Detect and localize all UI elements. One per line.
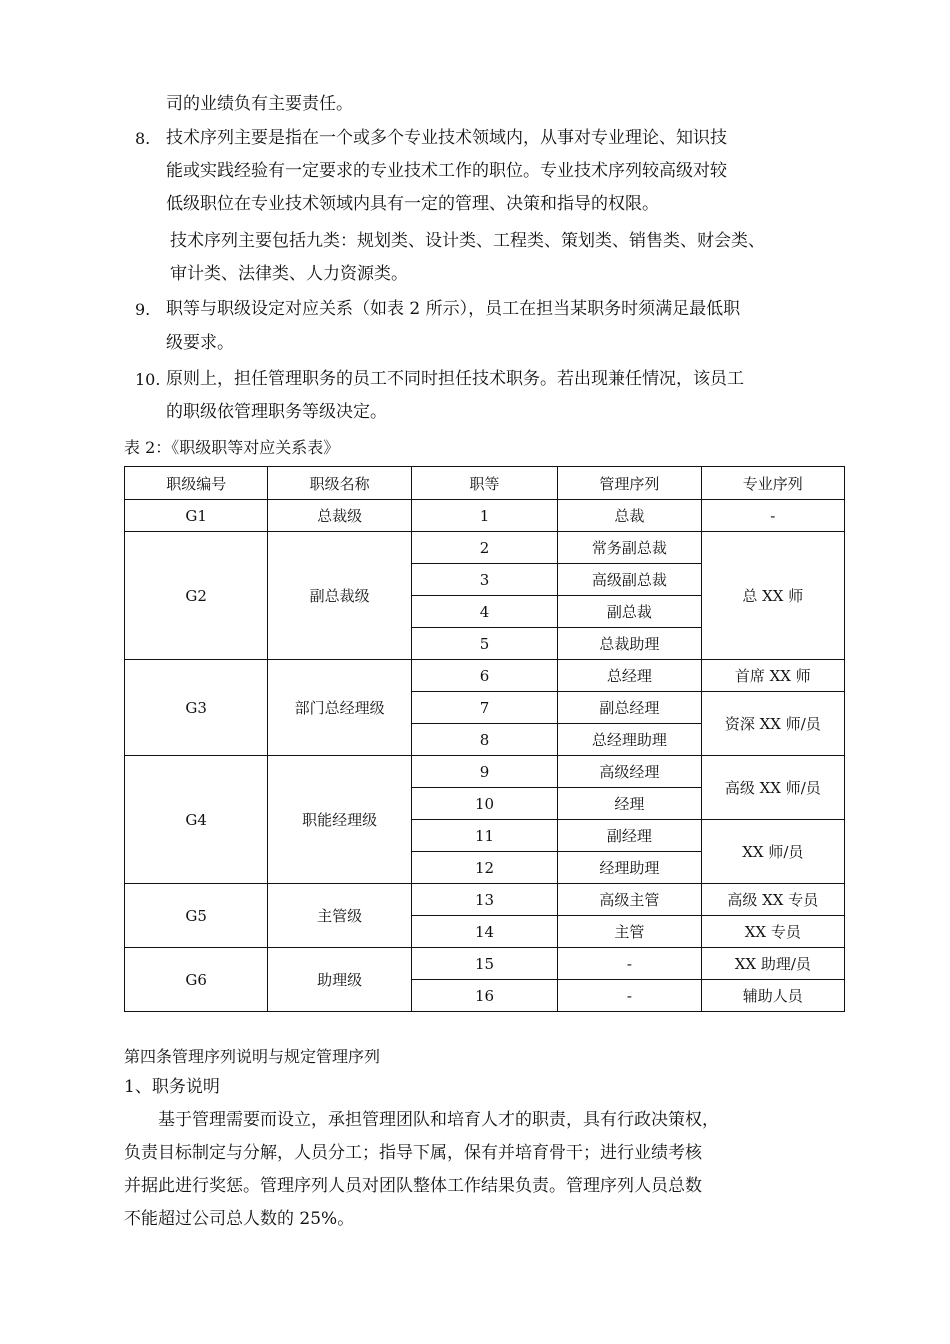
professional-cell: 资深 XX 师/员 [701,692,844,756]
professional-cell: 高级 XX 师/员 [701,756,844,820]
management-cell: 副经理 [558,820,701,852]
section4-line2: 负责目标制定与分解，人员分工；指导下属，保有并培育骨干；进行业绩考核 [124,1143,702,1163]
management-cell: 高级主管 [558,884,701,916]
item8-line1: 技术序列主要是指在一个或多个专业技术领域内，从事对专业理论、知识技 [166,128,727,148]
grade-name: 总裁级 [268,500,411,532]
list-number-9: 9. [135,300,151,319]
grade-name: 副总裁级 [268,532,411,660]
table-row [125,532,845,564]
header-rank: 职等 [411,467,557,500]
header-grade-name: 职级名称 [268,467,411,500]
grade-code: G1 [125,500,268,532]
header-management-track: 管理序列 [558,467,701,500]
rank-cell: 4 [411,596,557,628]
rank-cell: 3 [411,564,557,596]
item9-line2: 级要求。 [166,333,234,353]
list-number-8: 8. [135,129,151,148]
item8-line5: 审计类、法律类、人力资源类。 [170,264,408,284]
management-cell: - [558,980,701,1012]
rank-cell: 2 [411,532,557,564]
section4-line3: 并据此进行奖惩。管理序列人员对团队整体工作结果负责。管理序列人员总数 [124,1176,702,1196]
rank-cell: 16 [411,980,557,1012]
section4-line1: 基于管理需要而设立，承担管理团队和培育人才的职责，具有行政决策权， [158,1110,719,1130]
management-cell: - [558,948,701,980]
grade-code: G3 [125,660,268,756]
item8-line2: 能或实践经验有一定要求的专业技术工作的职位。专业技术序列较高级对较 [166,161,727,181]
header-professional-track: 专业序列 [701,467,844,500]
management-cell: 副总经理 [558,692,701,724]
table-row [125,884,845,916]
sub-heading: 1、职务说明 [124,1077,220,1097]
table-row [125,500,845,532]
table-row [125,948,845,980]
rank-cell: 1 [411,500,557,532]
management-cell: 高级副总裁 [558,564,701,596]
management-cell: 经理助理 [558,852,701,884]
item10-line1: 原则上，担任管理职务的员工不同时担任技术职务。若出现兼任情况，该员工 [166,369,744,389]
table-header-row [125,467,845,500]
rank-cell: 6 [411,660,557,692]
rank-cell: 15 [411,948,557,980]
item10-line2: 的职级依管理职务等级决定。 [166,402,387,422]
professional-cell: 辅助人员 [701,980,844,1012]
management-cell: 总裁助理 [558,628,701,660]
section4-line4: 不能超过公司总人数的 25%。 [124,1209,355,1229]
rank-cell: 14 [411,916,557,948]
management-cell: 常务副总裁 [558,532,701,564]
rank-cell: 8 [411,724,557,756]
rank-cell: 10 [411,788,557,820]
table-row [125,660,845,692]
management-cell: 总经理 [558,660,701,692]
rank-cell: 13 [411,884,557,916]
table-caption: 表 2：《职级职等对应关系表》 [124,438,340,457]
professional-cell: 首席 XX 师 [701,660,844,692]
grade-code: G6 [125,948,268,1012]
management-cell: 副总裁 [558,596,701,628]
section-heading: 第四条管理序列说明与规定管理序列 [124,1047,381,1066]
header-grade-code: 职级编号 [125,467,268,500]
paragraph-continuation: 司的业绩负有主要责任。 [166,94,353,114]
table-row [125,756,845,788]
list-number-10: 10. [135,370,161,389]
management-cell: 经理 [558,788,701,820]
rank-cell: 12 [411,852,557,884]
grade-name: 部门总经理级 [268,660,411,756]
grade-code: G2 [125,532,268,660]
grade-name: 职能经理级 [268,756,411,884]
rank-cell: 9 [411,756,557,788]
item8-line4: 技术序列主要包括九类：规划类、设计类、工程类、策划类、销售类、财会类、 [170,231,765,251]
grade-mapping-table [124,466,845,1012]
management-cell: 高级经理 [558,756,701,788]
professional-cell: XX 专员 [701,916,844,948]
rank-cell: 5 [411,628,557,660]
professional-cell: 高级 XX 专员 [701,884,844,916]
professional-cell: XX 师/员 [701,820,844,884]
professional-cell: 总 XX 师 [701,532,844,660]
grade-code: G5 [125,884,268,948]
grade-name: 助理级 [268,948,411,1012]
item9-line1: 职等与职级设定对应关系（如表 2 所示），员工在担当某职务时须满足最低职 [166,299,741,319]
grade-code: G4 [125,756,268,884]
management-cell: 总经理助理 [558,724,701,756]
management-cell: 总裁 [558,500,701,532]
rank-cell: 7 [411,692,557,724]
professional-cell: XX 助理/员 [701,948,844,980]
grade-name: 主管级 [268,884,411,948]
rank-cell: 11 [411,820,557,852]
item8-line3: 低级职位在专业技术领域内具有一定的管理、决策和指导的权限。 [166,194,659,214]
professional-cell: - [701,500,844,532]
management-cell: 主管 [558,916,701,948]
